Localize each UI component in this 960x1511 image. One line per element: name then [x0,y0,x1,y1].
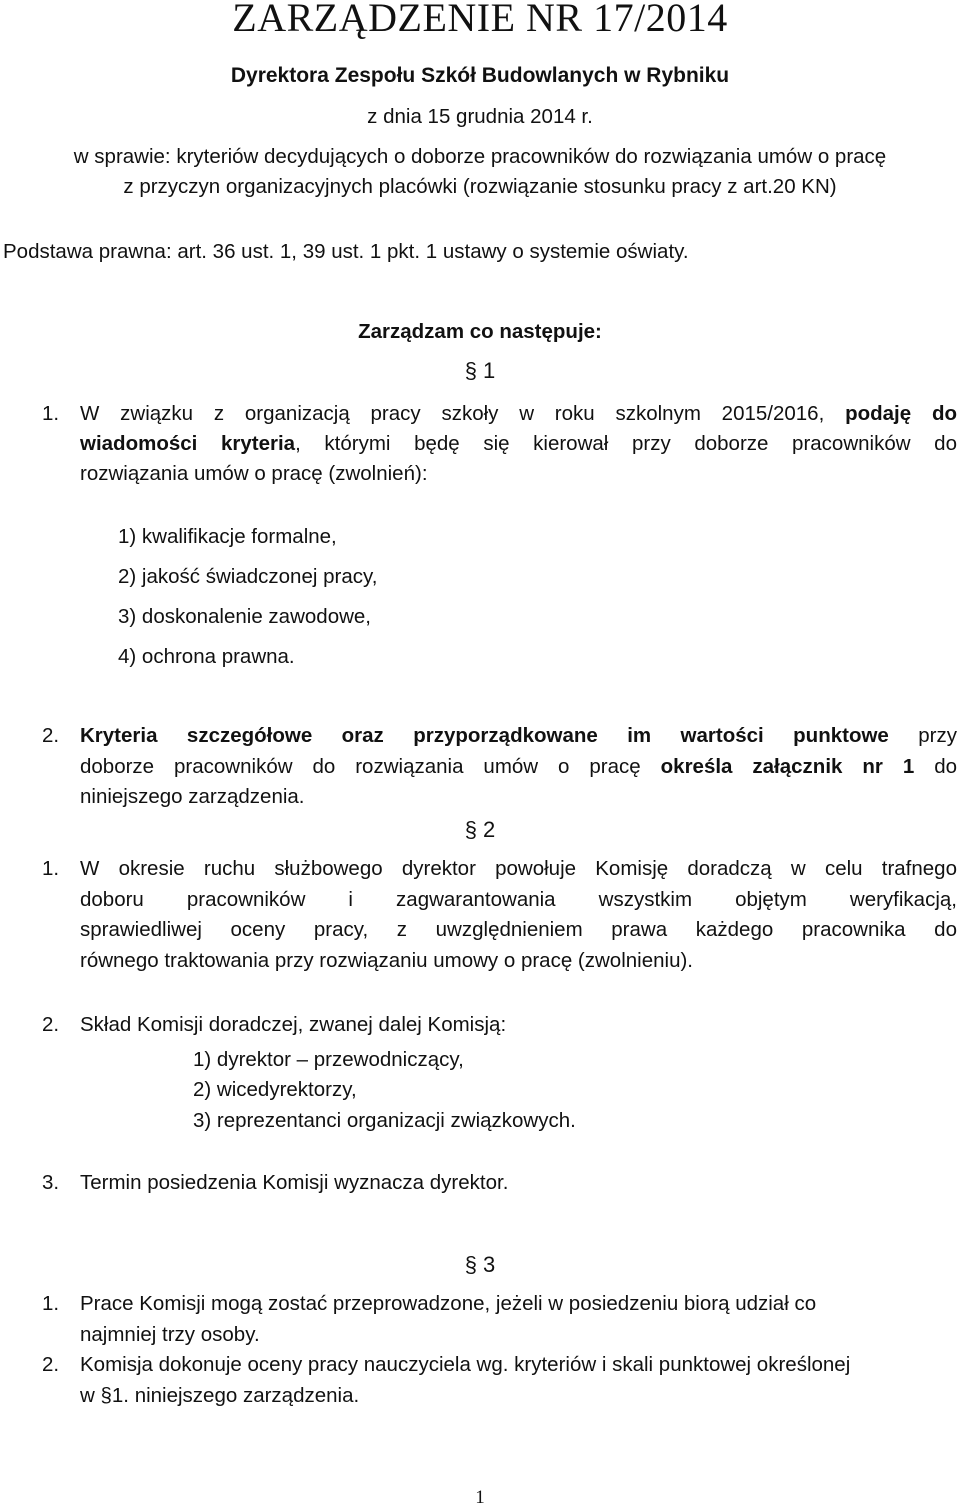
s1-p1-line-1 [80,402,957,426]
s1-p1-line-2 [80,432,957,456]
criteria-item-1: 1) kwalifikacje formalne, [118,525,337,548]
s1-p1-number: 1. [42,402,60,425]
commission-member-1: 1) dyrektor – przewodniczący, [193,1048,464,1071]
s2-p1-number: 1. [42,857,60,880]
section-1-symbol: § 1 [464,358,496,383]
commission-member-2: 2) wicedyrektorzy, [193,1078,357,1101]
s2-p1-line-3: sprawiedliwej oceny pracy, z uwzględnieniem prawa każdego pracownika do [80,918,957,941]
s2-p3-number: 3. [42,1171,60,1194]
section-heading: Zarządzam co następuje: [358,320,602,343]
s2-p3-text: Termin posiedzenia Komisji wyznacza dyrektor. [80,1171,509,1194]
s1-p1-line-2a: wiadomości kryteria [80,432,296,455]
s1-p2-line-2c: do [934,755,957,778]
s1-p1-line-1a: W związku z organizacją pracy szkoły w roku szkolnym 2015/2016, [80,402,825,425]
document-subtitle: Dyrektora Zespołu Szkół Budowlanych w Rybniku [230,64,730,87]
s1-p2-line-1 [80,724,957,748]
s3-p1-line-1: Prace Komisji mogą zostać przeprowadzone, jeżeli w posiedzeniu biorą udział co [80,1292,817,1315]
document-title: ZARZĄDZENIE NR 17/2014 [232,0,728,40]
s2-p2-text: Skład Komisji doradczej, zwanej dalej Komisją: [80,1013,507,1036]
s2-p1-line-2: doboru pracowników i zagwarantowania wszystkim objętym weryfikacją, [80,888,957,911]
s1-p2-number: 2. [42,724,60,747]
criteria-item-3: 3) doskonalenie zawodowe, [118,605,371,628]
s1-p2-line-2b: określa załącznik nr 1 [660,755,915,778]
page-number: 1 [475,1487,485,1508]
s3-p1-number: 1. [42,1292,60,1315]
s1-p2-line-1a: Kryteria szczegółowe oraz przyporządkowane im wartości punktowe [80,724,889,747]
s1-p1-line-3: rozwiązania umów o pracę (zwolnień): [80,462,428,485]
criteria-item-4: 4) ochrona prawna. [118,645,295,668]
section-3-symbol: § 3 [464,1252,496,1277]
s3-p2-number: 2. [42,1353,60,1376]
section-2-symbol: § 2 [464,817,496,842]
s1-p1-line-1b: podaję do [845,402,957,425]
s1-p2-line-2 [80,755,957,779]
document-date: z dnia 15 grudnia 2014 r. [367,105,593,128]
s1-p1-line-2b: , którymi będę się kierował przy doborze pracowników do [295,432,957,455]
s2-p2-number: 2. [42,1013,60,1036]
s2-p1-line-4: równego traktowania przy rozwiązaniu umowy o pracę (zwolnieniu). [80,949,693,972]
s3-p2-line-1: Komisja dokonuje oceny pracy nauczyciela wg. kryteriów i skali punktowej określonej [80,1353,851,1376]
subject-line-2: z przyczyn organizacyjnych placówki (rozwiązanie stosunku pracy z art.20 KN) [123,175,837,198]
subject-line-1: w sprawie: kryteriów decydujących o doborze pracowników do rozwiązania umów o pracę [73,145,887,168]
commission-member-3: 3) reprezentanci organizacji związkowych. [193,1109,576,1132]
s1-p2-line-2a: doborze pracowników do rozwiązania umów o pracę [80,755,641,778]
s3-p1-line-2: najmniej trzy osoby. [80,1323,260,1346]
criteria-item-2: 2) jakość świadczonej pracy, [118,565,378,588]
s3-p2-line-2: w §1. niniejszego zarządzenia. [80,1384,360,1407]
s2-p1-line-1: W okresie ruchu służbowego dyrektor powołuje Komisję doradczą w celu trafnego [80,857,957,880]
legal-basis: Podstawa prawna: art. 36 ust. 1, 39 ust. 1 pkt. 1 ustawy o systemie oświaty. [3,240,689,263]
s1-p2-line-1b: przy [918,724,957,747]
s1-p2-line-3: niniejszego zarządzenia. [80,785,305,808]
